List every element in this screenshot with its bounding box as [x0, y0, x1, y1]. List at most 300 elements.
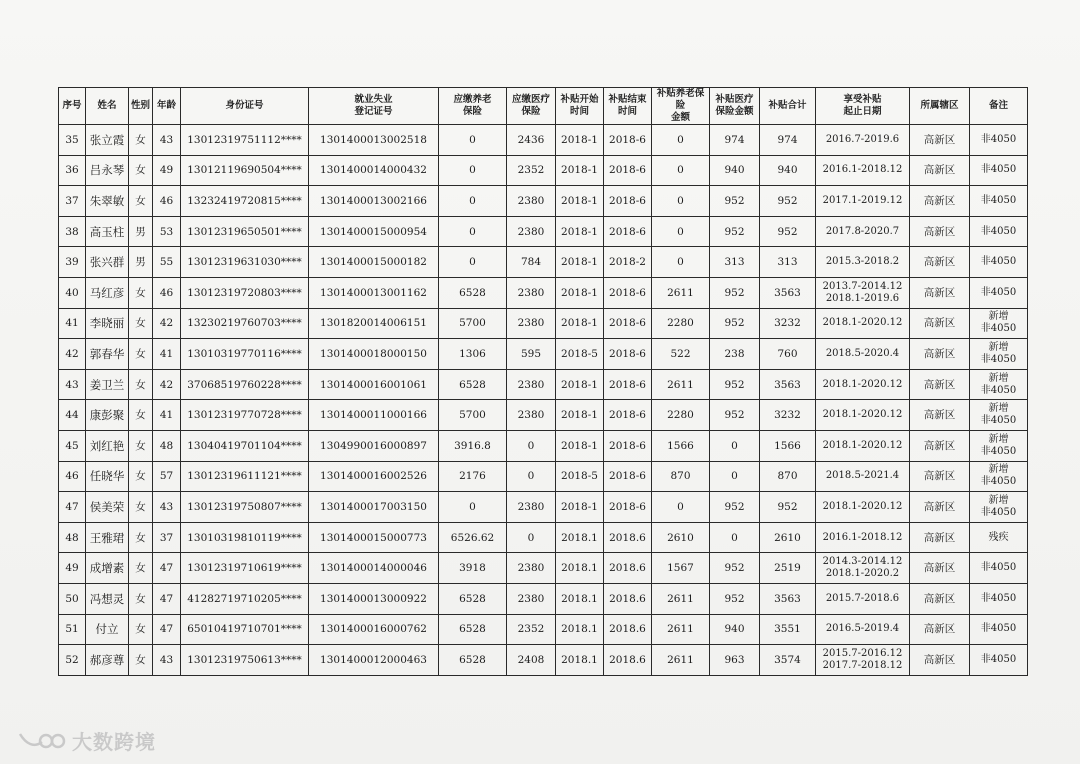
col-age-cell: 37 [153, 522, 181, 553]
col-age-cell: 47 [153, 583, 181, 614]
col-start-cell: 2018.1 [556, 614, 604, 645]
col-gender-cell: 女 [129, 553, 153, 584]
col-pension-due-cell: 0 [439, 155, 507, 186]
col-name-cell: 康彭聚 [86, 400, 129, 431]
col-id-number-cell: 13230219760703**** [181, 308, 309, 339]
col-period-cell: 2013.7-2014.12 2018.1-2019.6 [816, 277, 910, 308]
col-medical-due-cell: 2380 [507, 492, 556, 523]
table-row [59, 125, 1028, 156]
col-start-cell: 2018.1 [556, 522, 604, 553]
col-pension-subsidy-cell: 1566 [652, 430, 710, 461]
col-total-cell: 3563 [760, 277, 816, 308]
col-period-cell: 2018.1-2020.12 [816, 308, 910, 339]
col-period-cell: 2018.1-2020.12 [816, 369, 910, 400]
col-end-cell: 2018-6 [604, 125, 652, 156]
col-pension-subsidy-cell: 0 [652, 155, 710, 186]
col-total-cell: 760 [760, 339, 816, 370]
col-index-cell: 47 [59, 492, 86, 523]
col-remark-cell: 非4050 [970, 155, 1028, 186]
col-id-number-cell: 13012319750613**** [181, 645, 309, 676]
col-name-cell: 成增素 [86, 553, 129, 584]
col-index-cell: 45 [59, 430, 86, 461]
col-district-cell: 高新区 [910, 186, 970, 217]
col-pension-due-cell: 6528 [439, 369, 507, 400]
col-end-cell: 2018-6 [604, 155, 652, 186]
col-total-cell: 2519 [760, 553, 816, 584]
col-remark-cell: 非4050 [970, 583, 1028, 614]
col-medical-subsidy-cell: 952 [710, 553, 760, 584]
col-medical-due-cell: 2380 [507, 369, 556, 400]
col-district-header: 所属辖区 [910, 88, 970, 125]
col-remark-cell: 非4050 [970, 125, 1028, 156]
col-total-header: 补贴合计 [760, 88, 816, 125]
col-gender-cell: 女 [129, 308, 153, 339]
col-id-number-cell: 13012319650501**** [181, 216, 309, 247]
col-pension-subsidy-cell: 870 [652, 461, 710, 492]
table-row [59, 369, 1028, 400]
col-id-number-cell: 13012319611121**** [181, 461, 309, 492]
col-period-cell: 2016.1-2018.12 [816, 522, 910, 553]
col-end-cell: 2018.6 [604, 553, 652, 584]
col-medical-subsidy-cell: 963 [710, 645, 760, 676]
col-total-cell: 3574 [760, 645, 816, 676]
col-end-cell: 2018-6 [604, 339, 652, 370]
col-start-cell: 2018-1 [556, 369, 604, 400]
col-id-number-cell: 37068519760228**** [181, 369, 309, 400]
col-period-cell: 2015.7-2018.6 [816, 583, 910, 614]
col-employment-cert-cell: 1301400014000046 [309, 553, 439, 584]
col-employment-cert-cell: 1301400013000922 [309, 583, 439, 614]
col-period-cell: 2016.5-2019.4 [816, 614, 910, 645]
col-medical-due-cell: 2380 [507, 400, 556, 431]
col-pension-due-cell: 0 [439, 247, 507, 278]
col-gender-cell: 女 [129, 277, 153, 308]
col-gender-cell: 男 [129, 216, 153, 247]
col-medical-subsidy-cell: 952 [710, 583, 760, 614]
col-id-number-cell: 13012319710619**** [181, 553, 309, 584]
col-gender-cell: 女 [129, 186, 153, 217]
table-row [59, 522, 1028, 553]
col-end-cell: 2018.6 [604, 583, 652, 614]
col-employment-cert-cell: 1301400018000150 [309, 339, 439, 370]
col-pension-subsidy-cell: 2610 [652, 522, 710, 553]
col-gender-cell: 女 [129, 583, 153, 614]
col-total-cell: 940 [760, 155, 816, 186]
col-remark-cell: 新增 非4050 [970, 369, 1028, 400]
col-remark-cell: 新增 非4050 [970, 492, 1028, 523]
col-age-cell: 41 [153, 339, 181, 370]
col-end-cell: 2018.6 [604, 645, 652, 676]
col-id-number-cell: 13012119690504**** [181, 155, 309, 186]
col-start-cell: 2018-1 [556, 492, 604, 523]
col-id-number-cell: 13232419720815**** [181, 186, 309, 217]
col-medical-subsidy-cell: 0 [710, 430, 760, 461]
col-gender-cell: 女 [129, 339, 153, 370]
col-pension-due-cell: 0 [439, 492, 507, 523]
col-medical-subsidy-cell: 952 [710, 216, 760, 247]
col-index-cell: 52 [59, 645, 86, 676]
col-pension-subsidy-cell: 0 [652, 125, 710, 156]
col-district-cell: 高新区 [910, 645, 970, 676]
col-pension-due-cell: 6528 [439, 614, 507, 645]
col-name-cell: 张兴群 [86, 247, 129, 278]
col-period-cell: 2015.7-2016.12 2017.7-2018.12 [816, 645, 910, 676]
col-medical-subsidy-cell: 940 [710, 155, 760, 186]
col-pension-subsidy-cell: 2611 [652, 583, 710, 614]
col-pension-subsidy-cell: 522 [652, 339, 710, 370]
col-pension-subsidy-cell: 2280 [652, 308, 710, 339]
col-index-cell: 43 [59, 369, 86, 400]
col-index-header: 序号 [59, 88, 86, 125]
col-pension-due-cell: 3916.8 [439, 430, 507, 461]
col-start-cell: 2018-1 [556, 155, 604, 186]
col-index-cell: 41 [59, 308, 86, 339]
col-index-cell: 38 [59, 216, 86, 247]
col-age-cell: 49 [153, 155, 181, 186]
col-start-cell: 2018-1 [556, 186, 604, 217]
col-id-number-cell: 13010319810119**** [181, 522, 309, 553]
col-end-cell: 2018-2 [604, 247, 652, 278]
col-gender-header: 性别 [129, 88, 153, 125]
col-end-cell: 2018-6 [604, 369, 652, 400]
col-pension-subsidy-cell: 0 [652, 186, 710, 217]
col-district-cell: 高新区 [910, 553, 970, 584]
col-district-cell: 高新区 [910, 216, 970, 247]
col-age-cell: 53 [153, 216, 181, 247]
table-row [59, 430, 1028, 461]
col-start-header: 补贴开始 时间 [556, 88, 604, 125]
col-medical-due-cell: 2380 [507, 583, 556, 614]
col-employment-cert-cell: 1301400014000432 [309, 155, 439, 186]
col-period-header: 享受补贴 起止日期 [816, 88, 910, 125]
col-name-cell: 郭春华 [86, 339, 129, 370]
col-end-cell: 2018-6 [604, 216, 652, 247]
table-body [59, 125, 1028, 676]
col-total-cell: 3563 [760, 583, 816, 614]
col-end-header: 补贴结束 时间 [604, 88, 652, 125]
col-name-cell: 侯美荣 [86, 492, 129, 523]
table-row [59, 247, 1028, 278]
col-employment-cert-header: 就业失业 登记证号 [309, 88, 439, 125]
col-period-cell: 2018.1-2020.12 [816, 492, 910, 523]
col-end-cell: 2018-6 [604, 277, 652, 308]
col-period-cell: 2016.7-2019.6 [816, 125, 910, 156]
table-row [59, 277, 1028, 308]
col-remark-cell: 新增 非4050 [970, 339, 1028, 370]
col-district-cell: 高新区 [910, 492, 970, 523]
col-gender-cell: 女 [129, 645, 153, 676]
col-index-cell: 51 [59, 614, 86, 645]
col-period-cell: 2018.5-2021.4 [816, 461, 910, 492]
col-name-cell: 冯想灵 [86, 583, 129, 614]
col-age-cell: 55 [153, 247, 181, 278]
col-remark-cell: 残疾 [970, 522, 1028, 553]
col-start-cell: 2018-1 [556, 430, 604, 461]
col-medical-due-cell: 2352 [507, 155, 556, 186]
col-gender-cell: 男 [129, 247, 153, 278]
col-id-number-cell: 13012319770728**** [181, 400, 309, 431]
col-period-cell: 2018.1-2020.12 [816, 400, 910, 431]
col-remark-cell: 新增 非4050 [970, 430, 1028, 461]
col-total-cell: 1566 [760, 430, 816, 461]
col-district-cell: 高新区 [910, 277, 970, 308]
table-row [59, 155, 1028, 186]
col-age-cell: 48 [153, 430, 181, 461]
col-start-cell: 2018-5 [556, 461, 604, 492]
col-id-number-cell: 13012319720803**** [181, 277, 309, 308]
col-medical-subsidy-cell: 0 [710, 461, 760, 492]
col-medical-subsidy-cell: 952 [710, 369, 760, 400]
col-start-cell: 2018-1 [556, 125, 604, 156]
col-name-cell: 李晓丽 [86, 308, 129, 339]
col-id-number-cell: 13012319631030**** [181, 247, 309, 278]
logo-icon [16, 730, 66, 752]
col-pension-subsidy-cell: 2611 [652, 277, 710, 308]
col-medical-due-cell: 784 [507, 247, 556, 278]
col-employment-cert-cell: 1301400013002518 [309, 125, 439, 156]
col-start-cell: 2018.1 [556, 553, 604, 584]
table-row [59, 461, 1028, 492]
col-age-cell: 42 [153, 369, 181, 400]
col-pension-due-cell: 5700 [439, 308, 507, 339]
col-medical-due-cell: 0 [507, 522, 556, 553]
col-district-cell: 高新区 [910, 430, 970, 461]
col-total-cell: 3563 [760, 369, 816, 400]
col-pension-subsidy-cell: 2611 [652, 614, 710, 645]
col-age-cell: 47 [153, 553, 181, 584]
col-pension-due-cell: 3918 [439, 553, 507, 584]
col-medical-due-header: 应缴医疗 保险 [507, 88, 556, 125]
col-district-cell: 高新区 [910, 247, 970, 278]
col-period-cell: 2014.3-2014.12 2018.1-2020.2 [816, 553, 910, 584]
col-name-cell: 刘红艳 [86, 430, 129, 461]
col-age-header: 年龄 [153, 88, 181, 125]
table-row [59, 339, 1028, 370]
col-id-number-cell: 41282719710205**** [181, 583, 309, 614]
col-index-cell: 40 [59, 277, 86, 308]
col-id-number-cell: 13012319751112**** [181, 125, 309, 156]
col-name-cell: 高玉柱 [86, 216, 129, 247]
col-name-cell: 马红彦 [86, 277, 129, 308]
watermark-text: 大数跨境 [72, 730, 156, 754]
col-district-cell: 高新区 [910, 155, 970, 186]
subsidy-table [58, 87, 1028, 676]
col-employment-cert-cell: 1301400016002526 [309, 461, 439, 492]
col-medical-due-cell: 595 [507, 339, 556, 370]
col-index-cell: 44 [59, 400, 86, 431]
col-total-cell: 952 [760, 492, 816, 523]
col-index-cell: 50 [59, 583, 86, 614]
table-row [59, 614, 1028, 645]
col-age-cell: 43 [153, 645, 181, 676]
col-end-cell: 2018-6 [604, 461, 652, 492]
col-district-cell: 高新区 [910, 400, 970, 431]
col-pension-subsidy-cell: 0 [652, 492, 710, 523]
table-row [59, 553, 1028, 584]
col-remark-cell: 新增 非4050 [970, 308, 1028, 339]
col-period-cell: 2017.8-2020.7 [816, 216, 910, 247]
col-total-cell: 952 [760, 216, 816, 247]
col-pension-due-header: 应缴养老 保险 [439, 88, 507, 125]
col-medical-subsidy-cell: 0 [710, 522, 760, 553]
col-total-cell: 3232 [760, 400, 816, 431]
col-employment-cert-cell: 1301400012000463 [309, 645, 439, 676]
table-row [59, 583, 1028, 614]
col-medical-due-cell: 2380 [507, 186, 556, 217]
col-employment-cert-cell: 1301400013002166 [309, 186, 439, 217]
table-row [59, 645, 1028, 676]
table-row [59, 492, 1028, 523]
col-pension-due-cell: 0 [439, 125, 507, 156]
col-period-cell: 2017.1-2019.12 [816, 186, 910, 217]
col-employment-cert-cell: 1301400013001162 [309, 277, 439, 308]
col-remark-cell: 新增 非4050 [970, 400, 1028, 431]
col-start-cell: 2018-1 [556, 216, 604, 247]
col-remark-cell: 非4050 [970, 553, 1028, 584]
col-medical-due-cell: 0 [507, 430, 556, 461]
col-name-cell: 吕永琴 [86, 155, 129, 186]
col-age-cell: 41 [153, 400, 181, 431]
col-medical-subsidy-cell: 974 [710, 125, 760, 156]
col-district-cell: 高新区 [910, 339, 970, 370]
table-row [59, 186, 1028, 217]
col-employment-cert-cell: 1301400015000182 [309, 247, 439, 278]
col-total-cell: 2610 [760, 522, 816, 553]
col-pension-due-cell: 2176 [439, 461, 507, 492]
col-end-cell: 2018-6 [604, 492, 652, 523]
watermark-logo [16, 726, 156, 755]
col-age-cell: 47 [153, 614, 181, 645]
col-pension-subsidy-cell: 2280 [652, 400, 710, 431]
col-id-number-cell: 13010319770116**** [181, 339, 309, 370]
col-id-number-cell: 65010419710701**** [181, 614, 309, 645]
col-name-header: 姓名 [86, 88, 129, 125]
col-district-cell: 高新区 [910, 614, 970, 645]
col-remark-cell: 非4050 [970, 186, 1028, 217]
col-pension-due-cell: 0 [439, 186, 507, 217]
col-remark-cell: 非4050 [970, 216, 1028, 247]
table-header-row [59, 88, 1028, 125]
col-medical-due-cell: 2436 [507, 125, 556, 156]
col-district-cell: 高新区 [910, 308, 970, 339]
col-end-cell: 2018-6 [604, 186, 652, 217]
col-age-cell: 46 [153, 186, 181, 217]
col-gender-cell: 女 [129, 155, 153, 186]
col-period-cell: 2016.1-2018.12 [816, 155, 910, 186]
col-gender-cell: 女 [129, 400, 153, 431]
col-medical-subsidy-cell: 940 [710, 614, 760, 645]
col-pension-due-cell: 0 [439, 216, 507, 247]
col-start-cell: 2018.1 [556, 583, 604, 614]
col-employment-cert-cell: 1301400011000166 [309, 400, 439, 431]
col-remark-cell: 非4050 [970, 277, 1028, 308]
col-district-cell: 高新区 [910, 522, 970, 553]
col-pension-due-cell: 6526.62 [439, 522, 507, 553]
col-medical-due-cell: 2380 [507, 553, 556, 584]
col-start-cell: 2018-1 [556, 247, 604, 278]
col-employment-cert-cell: 1304990016000897 [309, 430, 439, 461]
col-name-cell: 姜卫兰 [86, 369, 129, 400]
col-gender-cell: 女 [129, 492, 153, 523]
col-gender-cell: 女 [129, 369, 153, 400]
col-pension-due-cell: 6528 [439, 277, 507, 308]
col-medical-subsidy-cell: 952 [710, 400, 760, 431]
col-name-cell: 张立霞 [86, 125, 129, 156]
col-district-cell: 高新区 [910, 461, 970, 492]
col-gender-cell: 女 [129, 430, 153, 461]
col-remark-cell: 非4050 [970, 247, 1028, 278]
col-total-cell: 952 [760, 186, 816, 217]
col-pension-subsidy-cell: 0 [652, 216, 710, 247]
col-end-cell: 2018.6 [604, 522, 652, 553]
col-start-cell: 2018.1 [556, 645, 604, 676]
col-total-cell: 870 [760, 461, 816, 492]
col-name-cell: 郝彦尊 [86, 645, 129, 676]
table-row [59, 308, 1028, 339]
col-medical-subsidy-header: 补贴医疗 保险金额 [710, 88, 760, 125]
col-pension-subsidy-cell: 2611 [652, 645, 710, 676]
col-district-cell: 高新区 [910, 125, 970, 156]
col-id-number-header: 身份证号 [181, 88, 309, 125]
col-index-cell: 48 [59, 522, 86, 553]
col-pension-subsidy-header: 补贴养老保险 金额 [652, 88, 710, 125]
col-end-cell: 2018-6 [604, 430, 652, 461]
col-period-cell: 2015.3-2018.2 [816, 247, 910, 278]
table-row [59, 400, 1028, 431]
col-index-cell: 42 [59, 339, 86, 370]
col-remark-header: 备注 [970, 88, 1028, 125]
col-index-cell: 37 [59, 186, 86, 217]
col-medical-subsidy-cell: 313 [710, 247, 760, 278]
col-district-cell: 高新区 [910, 369, 970, 400]
col-start-cell: 2018-1 [556, 400, 604, 431]
col-employment-cert-cell: 1301400015000954 [309, 216, 439, 247]
col-remark-cell: 新增 非4050 [970, 461, 1028, 492]
col-medical-subsidy-cell: 952 [710, 186, 760, 217]
col-employment-cert-cell: 1301400015000773 [309, 522, 439, 553]
col-employment-cert-cell: 1301400016000762 [309, 614, 439, 645]
col-end-cell: 2018-6 [604, 308, 652, 339]
col-gender-cell: 女 [129, 125, 153, 156]
col-medical-due-cell: 2380 [507, 277, 556, 308]
col-total-cell: 3551 [760, 614, 816, 645]
col-index-cell: 46 [59, 461, 86, 492]
col-pension-due-cell: 5700 [439, 400, 507, 431]
col-index-cell: 36 [59, 155, 86, 186]
col-remark-cell: 非4050 [970, 614, 1028, 645]
col-period-cell: 2018.1-2020.12 [816, 430, 910, 461]
col-medical-due-cell: 2352 [507, 614, 556, 645]
col-remark-cell: 非4050 [970, 645, 1028, 676]
col-pension-subsidy-cell: 1567 [652, 553, 710, 584]
col-total-cell: 313 [760, 247, 816, 278]
col-employment-cert-cell: 1301400016001061 [309, 369, 439, 400]
col-name-cell: 朱翠敏 [86, 186, 129, 217]
col-pension-subsidy-cell: 2611 [652, 369, 710, 400]
col-end-cell: 2018.6 [604, 614, 652, 645]
col-medical-subsidy-cell: 952 [710, 492, 760, 523]
col-gender-cell: 女 [129, 522, 153, 553]
col-id-number-cell: 13040419701104**** [181, 430, 309, 461]
col-age-cell: 46 [153, 277, 181, 308]
col-employment-cert-cell: 1301400017003150 [309, 492, 439, 523]
col-medical-due-cell: 0 [507, 461, 556, 492]
col-index-cell: 49 [59, 553, 86, 584]
col-medical-due-cell: 2408 [507, 645, 556, 676]
col-start-cell: 2018-5 [556, 339, 604, 370]
col-employment-cert-cell: 1301820014006151 [309, 308, 439, 339]
col-pension-due-cell: 6528 [439, 583, 507, 614]
